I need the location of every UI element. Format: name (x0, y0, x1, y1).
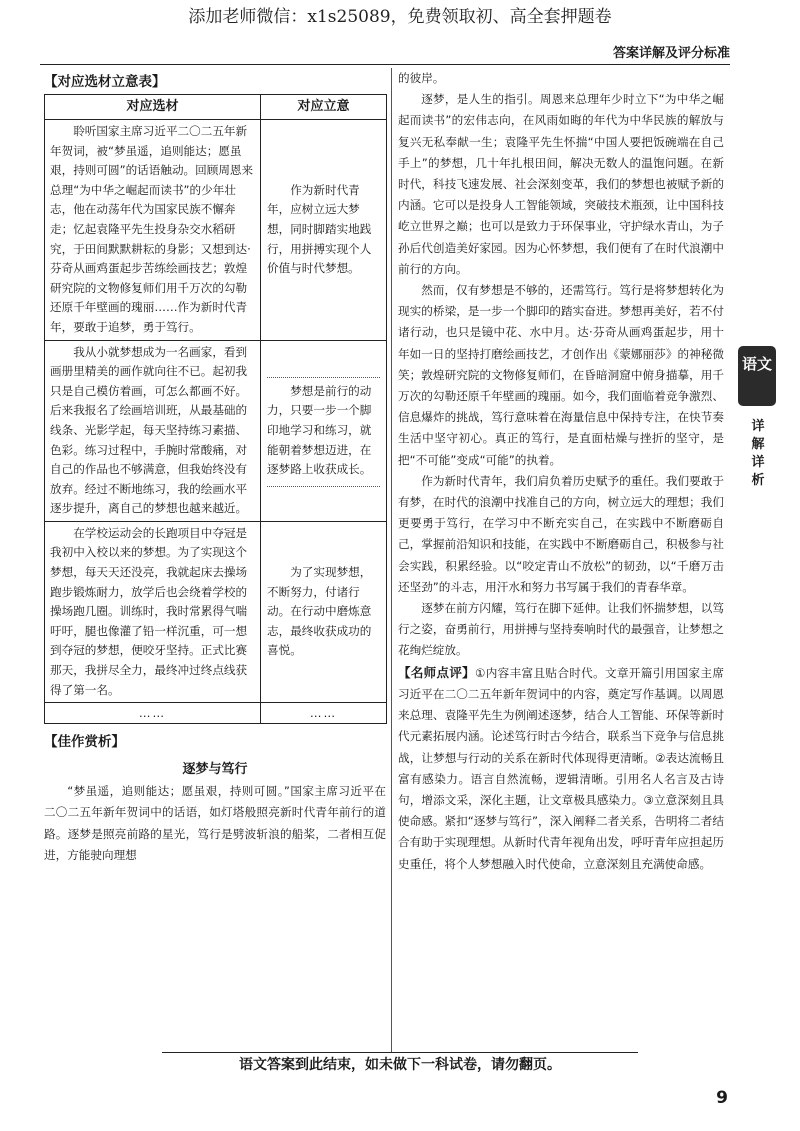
meaning-cell (261, 120, 387, 341)
table-section-title: 【对应选材立意表】 (44, 74, 166, 90)
essay-paragraph: 逐梦在前方闪耀，笃行在脚下延伸。让我们怀揣梦想，以笃行之姿，奋勇前行，用拼搏与坚持奏响时代的最强音，让梦想之花绚烂绽放。 (398, 601, 724, 658)
table-header-row (45, 95, 387, 120)
essay-paragraph: 的彼岸。 (398, 71, 445, 85)
end-note: 语文答案到此结束，如未做下一科试卷，请勿翻页。 (239, 1057, 561, 1073)
essay-section-title: 【佳作赏析】 (44, 734, 125, 751)
essay-title: 逐梦与笃行 (182, 762, 248, 778)
dotted-divider (267, 486, 380, 491)
material-text: 我从小就梦想成为一名画家，看到画册里精美的画作就向往不已。起初我只是自己模仿着画，可怎么都画不好。后来我报名了绘画培训班，从最基础的线条、光影学起，每天坚持练习素描、色彩。练习过程中，手腕时常酸痛，对自己的作品也不够满意，但我始终没有放弃。经过不断地练习，我的绘画水平逐步提升，离自己的梦想也越来越近。 (50, 344, 248, 516)
meaning-cell (261, 340, 387, 521)
meaning-cell (261, 521, 387, 702)
commentary-head: 【名师点评】 (398, 664, 476, 680)
commentary-text: ①内容丰富且贴合时代。文章开篇引用国家主席习近平在二〇二五年新年贺词中的内容，奠定写作基调。以周恩来总理、袁隆平先生为例阐述逐梦，结合人工智能、环保等新时代元素拓展内涵。论述笃行时古今结合，联系当下竞争与信息挑战，让梦想与行动的关系在新时代体现得更清晰。②表达流畅且富有感染力。语言自然流畅，逻辑清晰。引用名人名言及古诗句，增添文采，深化主题，让文章极具感染力。③立意深刻且具使命感。紧扣“逐梦与笃行”，深入阐释二者关系，告明将二者结合有助于实现理想。从新时代青年视角出发，呼吁青年应担起历史重任，将个人梦想融入时代使命，立意深刻且充满使命感。 (398, 665, 724, 871)
material-cell (45, 521, 261, 702)
left-column (44, 68, 386, 866)
column-divider (391, 68, 392, 1053)
table-header-meaning: 对应立意 (261, 95, 387, 120)
essay-paragraph: 作为新时代青年，我们肩负着历史赋予的重任。我们要敢于有梦，在时代的浪潮中找准自己的方向，树立远大的理想；我们更要勇于笃行，在学习中不断充实自己，在实践中不断磨砺自己，掌握前沿知识和技能，在实践中不断磨砺自己，积极参与社会实践，积累经验。以“咬定青山不放松”的韧劲，以“千磨万击还坚劲”的斗志，用汗水和努力书写属于我们的青春华章。 (398, 473, 724, 594)
material-cell (45, 340, 261, 521)
meaning-text: 为了实现梦想，不断努力，付诸行动。在行动中磨炼意志，最终收获成功的喜悦。 (267, 565, 372, 658)
meaning-text: 作为新时代青年，应树立远大梦想，同时脚踏实地践行，用拼搏实现个人价值与时代梦想。 (267, 182, 372, 276)
right-column (398, 68, 724, 875)
page-number: 9 (716, 1088, 728, 1108)
watermark-banner: 添加老师微信：x1s25089，免费领取初、高全套押题卷 (188, 7, 612, 27)
table-row (45, 521, 387, 702)
table-row (45, 340, 387, 521)
material-text: 在学校运动会的长跑项目中夺冠是我初中入校以来的梦想。为了实现这个梦想，每天天还没亮，我就起床去操场跑步锻炼耐力，放学后也会绕着学校的操场跑几圈。训练时，我时常累得气喘吁吁，腿也像灌了铅一样沉重，可一想到夺冠的梦想，便咬牙坚持。正式比赛那天，我拼尽全力，最终冲过终点线获得了第一名。 (50, 525, 248, 697)
table-row (45, 120, 387, 341)
footer-rule (162, 1052, 638, 1053)
teacher-commentary (398, 662, 724, 875)
material-text: 聆听国家主席习近平二〇二五年新年贺词，被“梦虽遥，追则能达；愿虽艰，持则可圆”的话语触动。回顾周恩来总理“为中华之崛起而读书”的少年壮志，他在动荡年代为国家民族不懈奔走；忆起袁隆平先生投身杂交水稻研究，于田间默默耕耘的身影；又想到达·芬奇从画鸡蛋起步苦练绘画技艺；敦煌研究院的文物修复师们用千万次的勾勒还原千年壁画的瑰丽……作为新时代青年，要敢于追梦，勇于笃行。 (50, 124, 254, 334)
material-theme-table (44, 94, 387, 724)
meaning-text: 梦想是前行的动力，只要一步一个脚印地学习和练习，就能朝着梦想迈进，在逐梦路上收获成长。 (267, 383, 372, 477)
subject-tab: 语文 (738, 346, 776, 406)
header-rule (40, 64, 730, 65)
essay-paragraph: 然而，仅有梦想是不够的，还需笃行。笃行是将梦想转化为现实的桥梁，是一步一个脚印的踏实奋进。梦想再美好，若不付诸行动，也只是镜中花、水中月。达·芬奇从画鸡蛋起步，用十年如一日的坚持打磨绘画技艺，才创作出《蒙娜丽莎》的神秘微笑；敦煌研究院的文物修复师们，在昏暗洞窟中俯身描摹，用千万次的勾勒还原千年壁画的瑰丽。如今，我们面临着竞争激烈、信息爆炸的挑战，笃行意味着在海量信息中保持专注，在快节奏生活中坚守初心。真正的笃行，是直面枯燥与挫折的坚守，是把“不可能”变成“可能”的执着。 (398, 283, 724, 467)
subject-side-label: 详解详析 (751, 419, 765, 488)
essay-paragraph: 逐梦，是人生的指引。周恩来总理年少时立下“为中华之崛起而读书”的宏伟志向，在风雨如晦的年代为中华民族的解放与复兴无私奉献一生；袁隆平先生怀揣“中国人要把饭碗端在自己手上”的梦想，几十年扎根田间，解决无数人的温饱问题。在新时代，科技飞速发展、社会深刻变革，我们的梦想也被赋予新的内涵。它可以是投身人工智能领域，突破技术瓶颈，让中国科技屹立世界之巅；也可以是致力于环保事业，守护绿水青山，为子孙后代创造美好家园。因为心怀梦想，我们便有了在时代浪潮中前行的方向。 (398, 92, 724, 276)
ellipsis-cell: …… (45, 703, 261, 724)
essay-paragraph: “梦虽遥，追则能达；愿虽艰，持则可圆。”国家主席习近平在二〇二五年新年贺词中的话语，如灯塔般照亮新时代青年前行的道路。逐梦是照亮前路的星光，笃行是劈波斩浪的船桨，二者相互促进，方能驶向理想 (44, 784, 386, 862)
table-row (45, 703, 387, 724)
material-cell (45, 120, 261, 341)
ellipsis-cell: …… (261, 703, 387, 724)
page-header-title: 答案详解及评分标准 (612, 46, 730, 61)
table-header-material: 对应选材 (45, 95, 261, 120)
